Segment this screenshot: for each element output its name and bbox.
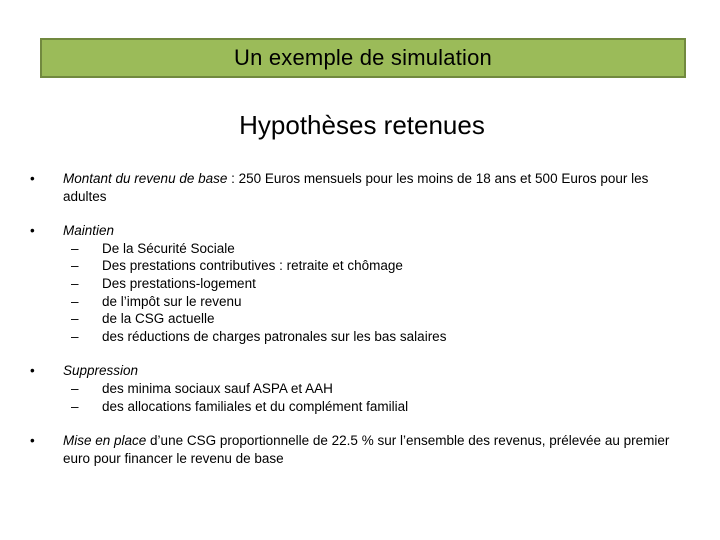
list-item (30, 293, 690, 311)
bullet-marker: • (30, 223, 35, 239)
maintien-list (30, 240, 690, 346)
bullet-lead: Suppression (63, 363, 139, 379)
list-item (30, 380, 690, 398)
list-item (30, 240, 690, 258)
dash-marker: – (71, 328, 79, 344)
list-item (30, 257, 690, 275)
slide-subtitle: Hypothèses retenues (239, 110, 485, 140)
slide-title: Un exemple de simulation (234, 45, 492, 70)
list-item-text: des minima sociaux sauf ASPA et AAH (102, 380, 333, 396)
bullet-body: : 250 Euros mensuels pour les moins de 18 ans et 500 Euros pour les adultes (63, 171, 649, 204)
bullet-suppression (30, 362, 690, 415)
dash-marker: – (71, 293, 79, 309)
slide-content (30, 170, 690, 467)
dash-marker: – (71, 380, 79, 396)
bullet-marker: • (30, 171, 35, 186)
bullet-text (63, 432, 690, 467)
bullet-lead: Maintien (63, 223, 115, 239)
list-item (30, 328, 690, 346)
bullet-mise-en-place (30, 432, 690, 467)
list-item-text: de l’impôt sur le revenu (102, 293, 242, 309)
bullet-maintien (30, 222, 690, 345)
bullet-marker: • (30, 363, 35, 379)
dash-marker: – (71, 398, 79, 414)
list-item-text: Des prestations-logement (102, 275, 256, 291)
bullet-lead: Mise en place (63, 433, 147, 449)
bullet-montant (30, 170, 690, 205)
bullet-lead: Montant du revenu de base (63, 171, 228, 186)
list-item-text: Des prestations contributives : retraite et chômage (102, 258, 403, 274)
bullet-marker: • (30, 433, 35, 449)
list-item-text: des allocations familiales et du complément familial (102, 398, 409, 414)
dash-marker: – (71, 275, 79, 291)
suppression-list (30, 380, 690, 415)
dash-marker: – (71, 311, 79, 327)
list-item-text: de la CSG actuelle (102, 311, 215, 327)
list-item (30, 275, 690, 293)
slide-title-banner (40, 38, 686, 78)
dash-marker: – (71, 240, 79, 256)
list-item (30, 398, 690, 416)
list-item (30, 310, 690, 328)
bullet-body: d’une CSG proportionnelle de 22.5 % sur l’ensemble des revenus, prélevée au premier euro pour financer le revenu de base (63, 433, 670, 466)
list-item-text: des réductions de charges patronales sur les bas salaires (102, 328, 447, 344)
bullet-text (63, 170, 690, 205)
list-item-text: De la Sécurité Sociale (102, 240, 235, 256)
dash-marker: – (71, 258, 79, 274)
